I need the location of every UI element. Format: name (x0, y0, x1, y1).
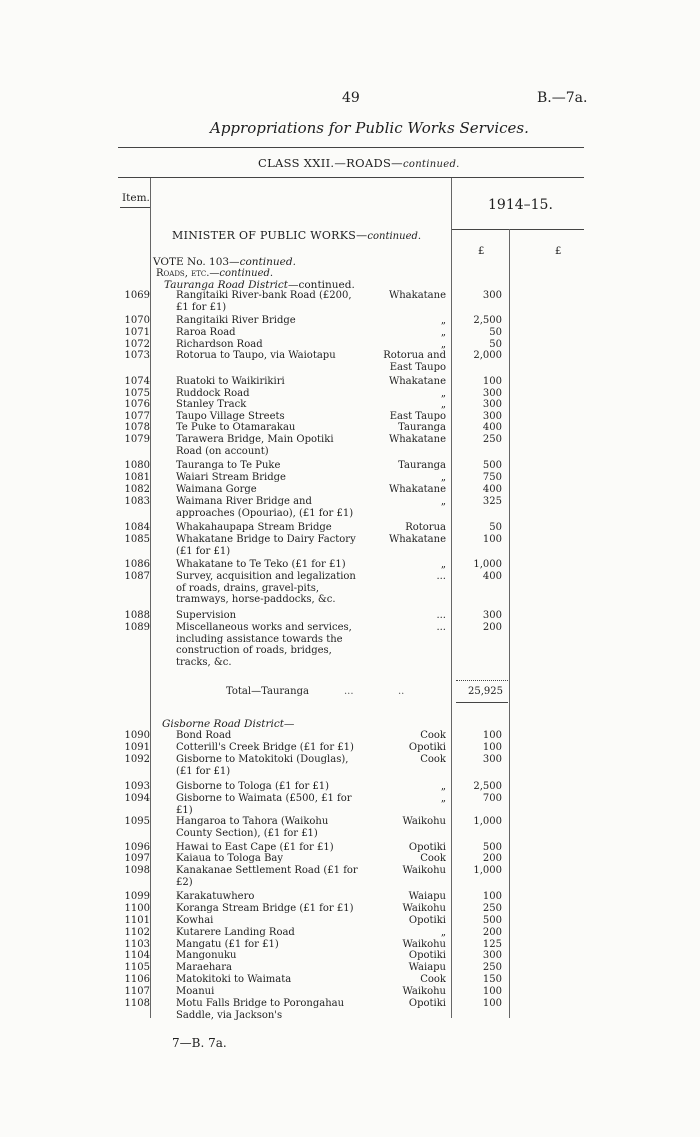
work-description: Rangitaiki River-bank Road (£200, £1 for £1) (176, 290, 352, 313)
gisborne-district-heading: Gisborne Road District— (162, 718, 295, 730)
item-number: 1088 (124, 610, 150, 621)
county-name: Whakatane (388, 434, 446, 445)
item-column-header: Item. (122, 192, 150, 204)
county-name: Opotiki (408, 915, 446, 926)
amount-value: 500 (482, 460, 502, 471)
item-number: 1099 (124, 891, 150, 902)
item-number: 1075 (124, 388, 150, 399)
county-name: ... (436, 610, 446, 621)
work-description: Raroa Road (176, 327, 236, 338)
amount-value: 1,000 (473, 559, 502, 570)
work-description: Koranga Stream Bridge (£1 for £1) (176, 903, 354, 914)
work-description: Hangaroa to Tahora (Waikohu County Section), (£1 for £1) (176, 816, 329, 839)
item-number: 1072 (124, 339, 150, 350)
document-reference: B.—7a. (537, 90, 588, 106)
rule-top (118, 147, 584, 148)
class-heading-continued: continued. (402, 159, 460, 170)
year-column-header: 1914–15. (488, 197, 553, 213)
county-name: Waikohu (402, 816, 446, 827)
amount-value: 250 (482, 962, 502, 973)
amount-value: 500 (482, 915, 502, 926)
year-header-rule (452, 229, 584, 230)
county-name: East Taupo (389, 411, 446, 422)
ministry-heading (172, 229, 421, 242)
work-description: Whakatane to Te Teko (£1 for £1) (176, 559, 346, 570)
total-tauranga-amount: 25,925 (468, 686, 503, 697)
county-name: Cook (420, 730, 446, 741)
vote-heading-continued: continued. (239, 256, 296, 268)
county-name: Whakatane (388, 484, 446, 495)
county-name: Rotorua (405, 522, 446, 533)
work-description: Richardson Road (176, 339, 263, 350)
work-description: Supervision (176, 610, 237, 621)
county-name: „ (440, 781, 446, 792)
item-number: 1069 (124, 290, 150, 301)
second-amount-divider (509, 229, 510, 1018)
amount-value: 500 (482, 842, 502, 853)
item-number: 1103 (124, 939, 150, 950)
county-name: Tauranga (398, 460, 446, 471)
item-number: 1071 (124, 327, 150, 338)
item-number: 1106 (124, 974, 150, 985)
page-signature: 7—B. 7a. (172, 1036, 227, 1050)
item-number: 1086 (124, 559, 150, 570)
amount-value: 1,000 (473, 816, 502, 827)
item-number: 1096 (124, 842, 150, 853)
work-description: Gisborne to Matokitoki (Douglas), (£1 for £1) (176, 754, 349, 777)
county-name: Waiapu (408, 962, 446, 973)
amount-value: 250 (482, 434, 502, 445)
amount-value: 125 (482, 939, 502, 950)
amount-value: 50 (489, 339, 502, 350)
item-number: 1074 (124, 376, 150, 387)
item-number: 1092 (124, 754, 150, 765)
item-number: 1100 (124, 903, 150, 914)
county-name: „ (440, 559, 446, 570)
work-description: Bond Road (176, 730, 232, 741)
county-name: Cook (420, 853, 446, 864)
amount-value: 700 (482, 793, 502, 804)
work-description: Mangatu (£1 for £1) (176, 939, 279, 950)
item-number: 1108 (124, 998, 150, 1009)
amount-value: 100 (482, 730, 502, 741)
work-description: Tarawera Bridge, Main Opotiki Road (on account) (176, 434, 334, 457)
work-description: Moanui (176, 986, 215, 997)
county-name: „ (440, 793, 446, 804)
class-heading (258, 156, 460, 170)
item-number: 1105 (124, 962, 150, 973)
amount-value: 2,000 (473, 350, 502, 361)
item-number: 1098 (124, 865, 150, 876)
item-number: 1089 (124, 622, 150, 633)
work-description: Stanley Track (176, 399, 247, 410)
work-description: Rotorua to Taupo, via Waiotapu (176, 350, 336, 361)
county-name: ... (436, 622, 446, 633)
work-description: Waiari Stream Bridge (176, 472, 286, 483)
county-name: Cook (420, 974, 446, 985)
amount-value: 100 (482, 742, 502, 753)
item-number: 1080 (124, 460, 150, 471)
work-description: Gisborne to Tologa (£1 for £1) (176, 781, 330, 792)
class-heading-text: CLASS XXII.—ROADS— (258, 156, 403, 170)
amount-value: 300 (482, 950, 502, 961)
county-name: „ (440, 472, 446, 483)
pound-symbol-col1: £ (478, 246, 485, 257)
county-name: Tauranga (398, 422, 446, 433)
amount-value: 100 (482, 376, 502, 387)
amount-value: 400 (482, 484, 502, 495)
county-name: „ (440, 315, 446, 326)
tauranga-district-text: Tauranga Road District— (164, 279, 299, 291)
work-description: Kaiaua to Tologa Bay (176, 853, 284, 864)
total-rule-bottom (456, 702, 508, 703)
county-name: „ (440, 388, 446, 399)
county-name: Waikohu (402, 865, 446, 876)
ministry-heading-text: MINISTER OF PUBLIC WORKS— (172, 229, 368, 242)
county-name: „ (440, 339, 446, 350)
county-name: Whakatane (388, 290, 446, 301)
amount-value: 200 (482, 927, 502, 938)
tauranga-district-continued: continued. (298, 279, 355, 291)
county-name: Waikohu (402, 903, 446, 914)
county-name: „ (440, 327, 446, 338)
amount-value: 100 (482, 986, 502, 997)
work-description: Ruatoki to Waikirikiri (176, 376, 285, 387)
amount-value: 300 (482, 290, 502, 301)
rule-table-top (118, 177, 584, 178)
item-number: 1091 (124, 742, 150, 753)
work-description: Ruddock Road (176, 388, 250, 399)
ministry-heading-continued: continued. (367, 231, 422, 242)
vote-heading-text: VOTE No. 103— (153, 256, 240, 268)
item-header-underline (120, 207, 150, 208)
amount-value: 300 (482, 388, 502, 399)
amount-value: 50 (489, 327, 502, 338)
vote-heading (153, 256, 296, 268)
county-name: Whakatane (388, 534, 446, 545)
amount-value: 200 (482, 853, 502, 864)
amount-value: 50 (489, 522, 502, 533)
work-description: Miscellaneous works and services, including assistance towards the construction of roads, bridges, tracks, &c. (176, 622, 352, 668)
amount-value: 2,500 (473, 315, 502, 326)
item-number: 1095 (124, 816, 150, 827)
amount-value: 250 (482, 903, 502, 914)
work-description: Karakatuwhero (176, 891, 255, 902)
amount-value: 100 (482, 998, 502, 1009)
item-number: 1082 (124, 484, 150, 495)
work-description: Kanakanae Settlement Road (£1 for £2) (176, 865, 358, 888)
work-description: Whakatane Bridge to Dairy Factory (£1 for £1) (176, 534, 356, 557)
roads-heading-text: Roads, etc. (156, 268, 210, 279)
total-rule-top (456, 680, 508, 681)
item-number: 1077 (124, 411, 150, 422)
item-number: 1087 (124, 571, 150, 582)
county-name: Waiapu (408, 891, 446, 902)
total-leader-dots-2: .. (398, 686, 405, 697)
page-title: Appropriations for Public Works Services. (210, 119, 529, 137)
item-number: 1085 (124, 534, 150, 545)
amount-value: 100 (482, 534, 502, 545)
work-description: Hawai to East Cape (£1 for £1) (176, 842, 334, 853)
county-name: Waikohu (402, 939, 446, 950)
work-description: Kowhai (176, 915, 214, 926)
item-column-divider (150, 178, 151, 1018)
amount-value: 300 (482, 754, 502, 765)
work-description: Whakahaupapa Stream Bridge (176, 522, 332, 533)
item-number: 1079 (124, 434, 150, 445)
item-number: 1090 (124, 730, 150, 741)
county-name: Rotorua and East Taupo (383, 350, 446, 373)
item-number: 1102 (124, 927, 150, 938)
work-description: Matokitoki to Waimata (176, 974, 292, 985)
county-name: Cook (420, 754, 446, 765)
pound-symbol-col2: £ (555, 246, 562, 257)
work-description: Waimana Gorge (176, 484, 257, 495)
item-number: 1097 (124, 853, 150, 864)
amount-value: 150 (482, 974, 502, 985)
item-number: 1084 (124, 522, 150, 533)
amount-value: 2,500 (473, 781, 502, 792)
county-name: Waikohu (402, 986, 446, 997)
county-name: ... (436, 571, 446, 582)
roads-heading (156, 268, 273, 279)
work-description: Waimana River Bridge and approaches (Opouriao), (£1 for £1) (176, 496, 354, 519)
item-number: 1073 (124, 350, 150, 361)
county-name: Opotiki (408, 998, 446, 1009)
roads-heading-continued: —continued. (209, 268, 274, 279)
amount-value: 300 (482, 411, 502, 422)
work-description: Motu Falls Bridge to Porongahau Saddle, via Jackson's (176, 998, 345, 1021)
amount-value: 325 (482, 496, 502, 507)
work-description: Taupo Village Streets (176, 411, 285, 422)
item-number: 1093 (124, 781, 150, 792)
work-description: Gisborne to Waimata (£500, £1 for £1) (176, 793, 352, 816)
work-description: Rangitaiki River Bridge (176, 315, 296, 326)
work-description: Cotterill's Creek Bridge (£1 for £1) (176, 742, 354, 753)
total-leader-dots: ... (344, 686, 354, 697)
county-name: „ (440, 496, 446, 507)
item-number: 1104 (124, 950, 150, 961)
amount-value: 100 (482, 891, 502, 902)
county-name: „ (440, 399, 446, 410)
item-number: 1078 (124, 422, 150, 433)
amount-value: 1,000 (473, 865, 502, 876)
amount-value: 300 (482, 610, 502, 621)
county-name: Opotiki (408, 742, 446, 753)
item-number: 1094 (124, 793, 150, 804)
work-description: Maraehara (176, 962, 233, 973)
item-number: 1070 (124, 315, 150, 326)
total-tauranga-label: Total—Tauranga (226, 686, 309, 697)
work-description: Survey, acquisition and legalization of roads, drains, gravel-pits, tramways, horse-paddocks, &c. (176, 571, 356, 606)
amount-value: 400 (482, 422, 502, 433)
amount-value: 750 (482, 472, 502, 483)
county-name: Whakatane (388, 376, 446, 387)
county-name: Opotiki (408, 842, 446, 853)
county-name: „ (440, 927, 446, 938)
work-description: Kutarere Landing Road (176, 927, 295, 938)
item-number: 1107 (124, 986, 150, 997)
amount-value: 300 (482, 399, 502, 410)
county-name: Opotiki (408, 950, 446, 961)
work-description: Tauranga to Te Puke (176, 460, 281, 471)
amount-value: 200 (482, 622, 502, 633)
item-number: 1101 (124, 915, 150, 926)
item-number: 1081 (124, 472, 150, 483)
amount-column-divider (451, 178, 452, 1018)
work-description: Mangonuku (176, 950, 237, 961)
work-description: Te Puke to Otamarakau (176, 422, 296, 433)
page-number: 49 (342, 90, 360, 106)
item-number: 1083 (124, 496, 150, 507)
amount-value: 400 (482, 571, 502, 582)
item-number: 1076 (124, 399, 150, 410)
